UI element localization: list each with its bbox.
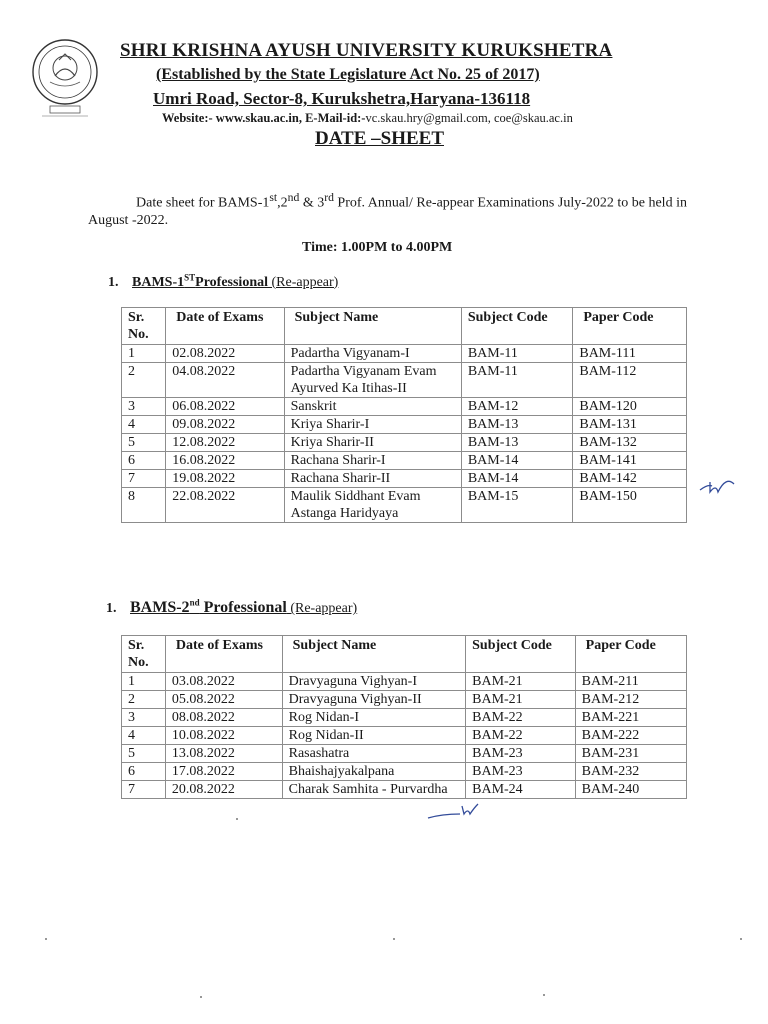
subject-code-cell: BAM-21 <box>466 691 576 709</box>
sr-no-cell: 3 <box>122 709 166 727</box>
subject-code-cell: BAM-15 <box>461 488 573 523</box>
exam-date-cell: 16.08.2022 <box>166 452 284 470</box>
datesheet-table-bams-2 <box>121 635 687 799</box>
intro-text-3: & 3 <box>299 195 325 211</box>
scan-speck <box>543 994 545 996</box>
datesheet-table-bams-1 <box>121 307 687 523</box>
exam-date-cell: 09.08.2022 <box>166 416 284 434</box>
subject-name-cell: Kriya Sharir-I <box>284 416 461 434</box>
sr-no-cell: 4 <box>122 727 166 745</box>
subject-code-cell: BAM-23 <box>466 763 576 781</box>
table-header-row <box>122 308 687 345</box>
subject-name-cell: Charak Samhita - Purvardha <box>282 781 466 799</box>
subject-name-cell: Dravyaguna Vighyan-II <box>282 691 466 709</box>
subject-name-cell: Padartha Vigyanam Evam Ayurved Ka Itihas-II <box>284 363 461 398</box>
exam-date-cell: 06.08.2022 <box>166 398 284 416</box>
section-title-suffix: (Re-appear) <box>286 601 358 617</box>
table-row <box>122 709 687 727</box>
sr-no-cell: 3 <box>122 398 166 416</box>
sr-no-cell: 1 <box>122 673 166 691</box>
subject-code-cell: BAM-13 <box>461 434 573 452</box>
subject-code-cell: BAM-24 <box>466 781 576 799</box>
subject-code-cell: BAM-11 <box>461 363 573 398</box>
scan-speck <box>45 938 47 940</box>
scan-speck <box>200 996 202 998</box>
table-row <box>122 745 687 763</box>
intro-sup-2: nd <box>287 191 300 204</box>
section-title-prefix: BAMS-2 <box>130 599 190 617</box>
exam-date-cell: 22.08.2022 <box>166 488 284 523</box>
section-title-main: Professional <box>195 274 268 290</box>
paper-code-cell: BAM-221 <box>575 709 686 727</box>
intro-sup-1: st <box>269 191 278 204</box>
table-row <box>122 363 687 398</box>
section-title-prefix: BAMS-1 <box>132 274 185 290</box>
contact-line <box>162 111 573 126</box>
table-row <box>122 470 687 488</box>
subject-code-cell: BAM-22 <box>466 709 576 727</box>
paper-code-cell: BAM-120 <box>573 398 687 416</box>
table-body <box>122 345 687 523</box>
col-header-subject-name: Subject Name <box>282 636 466 673</box>
intro-paragraph <box>88 189 688 229</box>
col-header-date: Date of Exams <box>165 636 282 673</box>
exam-time: Time: 1.00PM to 4.00PM <box>302 240 453 255</box>
sr-no-cell: 6 <box>122 452 166 470</box>
col-header-sr-no: Sr. No. <box>122 636 166 673</box>
exam-date-cell: 19.08.2022 <box>166 470 284 488</box>
exam-date-cell: 13.08.2022 <box>165 745 282 763</box>
exam-date-cell: 12.08.2022 <box>166 434 284 452</box>
handwritten-initial-mark <box>698 478 738 498</box>
subject-name-cell: Rasashatra <box>282 745 466 763</box>
subject-code-cell: BAM-12 <box>461 398 573 416</box>
section-title-sup: nd <box>189 598 200 608</box>
paper-code-cell: BAM-142 <box>573 470 687 488</box>
subject-code-cell: BAM-14 <box>461 452 573 470</box>
intro-sup-3: rd <box>324 191 334 204</box>
table-row <box>122 434 687 452</box>
subject-name-cell: Rachana Sharir-II <box>284 470 461 488</box>
paper-code-cell: BAM-111 <box>573 345 687 363</box>
exam-date-cell: 08.08.2022 <box>165 709 282 727</box>
section-title-suffix: (Re-appear) <box>268 274 339 290</box>
table-row <box>122 691 687 709</box>
subject-name-cell: Sanskrit <box>284 398 461 416</box>
section-heading-bams-2 <box>106 598 357 617</box>
subject-code-cell: BAM-11 <box>461 345 573 363</box>
intro-text-4: Prof. Annual/ Re-appear Examinations July-2022 to be held in August -2022. <box>88 195 687 228</box>
scan-speck <box>236 818 238 820</box>
subject-name-cell: Bhaishajyakalpana <box>282 763 466 781</box>
table-row <box>122 673 687 691</box>
sr-no-cell: 5 <box>122 745 166 763</box>
col-header-paper-code: Paper Code <box>573 308 687 345</box>
paper-code-cell: BAM-131 <box>573 416 687 434</box>
exam-date-cell: 04.08.2022 <box>166 363 284 398</box>
subject-name-cell: Padartha Vigyanam-I <box>284 345 461 363</box>
university-name: SHRI KRISHNA AYUSH UNIVERSITY KURUKSHETRA <box>120 40 613 61</box>
paper-code-cell: BAM-212 <box>575 691 686 709</box>
paper-code-cell: BAM-240 <box>575 781 686 799</box>
table-row <box>122 345 687 363</box>
col-header-subject-code: Subject Code <box>461 308 573 345</box>
contact-emails: vc.skau.hry@gmail.com, coe@skau.ac.in <box>365 111 573 125</box>
table-body <box>122 673 687 799</box>
table-row <box>122 727 687 745</box>
table-row <box>122 763 687 781</box>
table-row <box>122 398 687 416</box>
handwritten-initial-mark <box>426 802 482 822</box>
section-title-sup: ST <box>184 272 196 282</box>
subject-code-cell: BAM-13 <box>461 416 573 434</box>
subject-name-cell: Dravyaguna Vighyan-I <box>282 673 466 691</box>
col-header-subject-code: Subject Code <box>466 636 576 673</box>
sr-no-cell: 8 <box>122 488 166 523</box>
subject-name-cell: Kriya Sharir-II <box>284 434 461 452</box>
table-row <box>122 416 687 434</box>
table-row <box>122 781 687 799</box>
col-header-sr-no: Sr. No. <box>122 308 166 345</box>
subject-name-cell: Rog Nidan-II <box>282 727 466 745</box>
paper-code-cell: BAM-141 <box>573 452 687 470</box>
sr-no-cell: 7 <box>122 470 166 488</box>
section-heading-bams-1 <box>108 272 338 291</box>
exam-date-cell: 02.08.2022 <box>166 345 284 363</box>
sr-no-cell: 1 <box>122 345 166 363</box>
subject-name-cell: Rog Nidan-I <box>282 709 466 727</box>
section-title-main: Professional <box>199 599 287 617</box>
subject-name-cell: Rachana Sharir-I <box>284 452 461 470</box>
sr-no-cell: 4 <box>122 416 166 434</box>
website-label: Website:- www.skau.ac.in, E-Mail-id:- <box>162 111 366 125</box>
scan-speck <box>740 938 742 940</box>
exam-date-cell: 05.08.2022 <box>165 691 282 709</box>
scan-speck <box>393 938 395 940</box>
sr-no-cell: 5 <box>122 434 166 452</box>
subject-code-cell: BAM-22 <box>466 727 576 745</box>
exam-date-cell: 20.08.2022 <box>165 781 282 799</box>
table-header-row <box>122 636 687 673</box>
exam-date-cell: 03.08.2022 <box>165 673 282 691</box>
establishment-line: (Established by the State Legislature Act No. 25 of 2017) <box>156 66 540 83</box>
page-title: DATE –SHEET <box>315 128 444 149</box>
subject-code-cell: BAM-14 <box>461 470 573 488</box>
sr-no-cell: 2 <box>122 691 166 709</box>
col-header-date: Date of Exams <box>166 308 284 345</box>
intro-text-2: ,2 <box>277 195 288 211</box>
paper-code-cell: BAM-231 <box>575 745 686 763</box>
sr-no-cell: 2 <box>122 363 166 398</box>
exam-date-cell: 17.08.2022 <box>165 763 282 781</box>
paper-code-cell: BAM-150 <box>573 488 687 523</box>
table-row <box>122 488 687 523</box>
col-header-subject-name: Subject Name <box>284 308 461 345</box>
section-number: 1. <box>106 601 117 617</box>
subject-code-cell: BAM-23 <box>466 745 576 763</box>
paper-code-cell: BAM-211 <box>575 673 686 691</box>
sr-no-cell: 6 <box>122 763 166 781</box>
paper-code-cell: BAM-132 <box>573 434 687 452</box>
paper-code-cell: BAM-232 <box>575 763 686 781</box>
table-row <box>122 452 687 470</box>
col-header-paper-code: Paper Code <box>575 636 686 673</box>
intro-text-1: Date sheet for BAMS-1 <box>136 195 270 211</box>
subject-code-cell: BAM-21 <box>466 673 576 691</box>
university-address: Umri Road, Sector-8, Kurukshetra,Haryana-136118 <box>153 89 531 108</box>
exam-date-cell: 10.08.2022 <box>165 727 282 745</box>
paper-code-cell: BAM-112 <box>573 363 687 398</box>
sr-no-cell: 7 <box>122 781 166 799</box>
subject-name-cell: Maulik Siddhant Evam Astanga Haridyaya <box>284 488 461 523</box>
section-number: 1. <box>108 274 119 290</box>
university-seal-logo <box>28 38 102 120</box>
paper-code-cell: BAM-222 <box>575 727 686 745</box>
